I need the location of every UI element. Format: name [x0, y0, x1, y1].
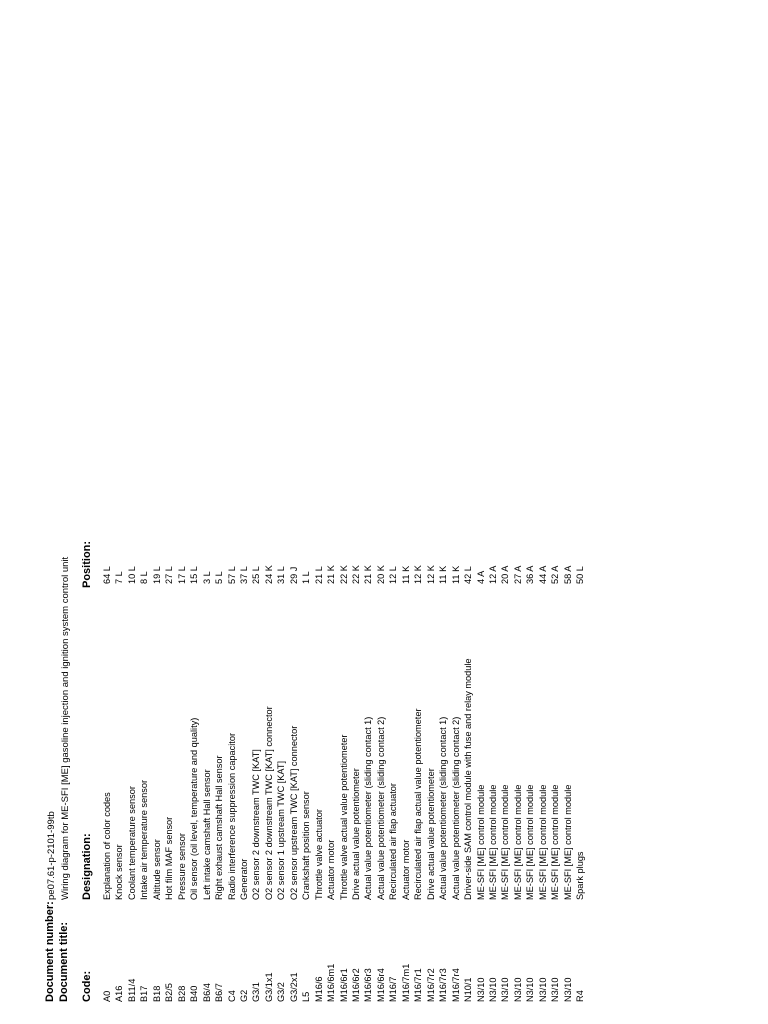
table-row — [214, 424, 226, 1024]
code-cell: N3/10 — [550, 977, 561, 1002]
table-row — [152, 424, 164, 1024]
position-cell: 22 K — [338, 565, 349, 584]
designation-cell: O2 sensor upstream TWC [KAT] connector — [288, 725, 299, 900]
table-row — [289, 424, 301, 1024]
position-cell: 11 K — [400, 565, 411, 584]
code-cell: G2 — [238, 989, 249, 1002]
table-row — [438, 424, 450, 1024]
designation-cell: O2 sensor 2 downstream TWC [KAT] — [251, 749, 262, 900]
table-row — [227, 424, 239, 1024]
table-row — [413, 424, 425, 1024]
position-cell: 31 L — [276, 566, 287, 584]
code-cell: R4 — [575, 990, 586, 1002]
code-cell: N10/1 — [463, 977, 474, 1002]
code-cell: B6/4 — [201, 983, 212, 1002]
code-cell: M16/6m1 — [326, 963, 337, 1002]
position-cell: 17 L — [176, 566, 187, 584]
position-cell: 21 K — [326, 565, 337, 584]
table-row — [189, 424, 201, 1024]
designation-cell: O2 sensor 1 upstream TWC [KAT] — [276, 760, 287, 900]
designation-cell: Actual value potentiometer (sliding contact 1) — [363, 716, 374, 900]
position-cell: 20 A — [500, 565, 511, 584]
position-cell: 27 A — [512, 565, 523, 584]
document-title-label: Document title: — [58, 921, 70, 1002]
code-cell: A0 — [102, 990, 112, 1002]
designation-cell: Oil sensor (oil level, temperature and quality) — [189, 717, 200, 900]
designation-cell: Spark plugs — [575, 851, 586, 900]
position-cell: 8 L — [139, 571, 150, 584]
code-cell: M16/7m1 — [400, 963, 411, 1002]
position-cell: 7 L — [114, 571, 125, 584]
designation-cell: O2 sensor 2 downstream TWC [KAT] connector — [263, 706, 274, 900]
designation-cell: Actual value potentiometer (sliding contact 2) — [375, 716, 386, 900]
designation-cell: Left intake camshaft Hall sensor — [201, 769, 212, 900]
code-cell: G3/2x1 — [288, 972, 299, 1002]
document-number-value: pe07.61-p-2101-99tb — [46, 811, 57, 900]
designation-cell: Throttle valve actuator — [313, 809, 324, 900]
designation-cell: Driver-side SAM control module with fuse and relay module — [463, 658, 474, 900]
code-cell: N3/10 — [525, 977, 536, 1002]
position-cell: 5 L — [214, 571, 225, 584]
designation-cell: Altitude sensor — [151, 839, 162, 900]
position-cell: 11 K — [438, 565, 449, 584]
table-row — [139, 424, 151, 1024]
designation-cell: ME-SFI [ME] control module — [537, 784, 548, 900]
designation-cell: ME-SFI [ME] control module — [550, 784, 561, 900]
designation-cell: Recirculated air flap actuator — [388, 783, 399, 900]
designation-cell: Recirculated air flap actual value potentiometer — [413, 708, 424, 900]
table-row — [376, 424, 388, 1024]
position-cell: 10 L — [126, 566, 137, 584]
table-row — [476, 424, 488, 1024]
code-cell: M16/7r4 — [450, 968, 461, 1002]
table-row — [314, 424, 326, 1024]
designation-cell: Radio interference suppression capacitor — [226, 733, 237, 900]
table-row — [339, 424, 351, 1024]
position-cell: 44 A — [537, 565, 548, 584]
designation-cell: Pressure sensor — [176, 833, 187, 900]
position-cell: 12 L — [388, 566, 399, 584]
position-cell: 19 L — [151, 566, 162, 584]
code-cell: B17 — [139, 985, 150, 1002]
position-cell: 12 K — [413, 565, 424, 584]
code-cell: G3/2 — [276, 982, 287, 1002]
designation-cell: ME-SFI [ME] control module — [525, 784, 536, 900]
table-row — [525, 424, 537, 1024]
code-cell: M16/6r2 — [351, 968, 361, 1002]
document-page — [0, 424, 768, 1024]
position-cell: 4 A — [475, 570, 486, 584]
table-row — [488, 424, 500, 1024]
table-row — [127, 424, 139, 1024]
position-cell: 64 L — [102, 566, 112, 584]
designation-cell: Crankshaft position sensor — [301, 791, 312, 900]
code-cell: M16/7 — [388, 976, 399, 1002]
designation-cell: Hot film MAF sensor — [164, 816, 175, 900]
designation-cell: ME-SFI [ME] control module — [500, 784, 511, 900]
position-cell: 21 K — [363, 565, 374, 584]
table-row — [451, 424, 463, 1024]
designation-cell: Actual value potentiometer (sliding contact 2) — [450, 716, 461, 900]
table-row — [326, 424, 338, 1024]
table-row — [251, 424, 263, 1024]
code-cell: A16 — [114, 985, 125, 1002]
designation-cell: Actuator motor — [400, 839, 411, 900]
table-row — [276, 424, 288, 1024]
position-cell: 52 A — [550, 565, 561, 584]
designation-cell: Intake air temperature sensor — [139, 779, 150, 900]
position-cell: 25 L — [251, 566, 262, 584]
table-row — [114, 424, 126, 1024]
position-cell: 3 L — [201, 571, 212, 584]
designation-cell: Coolant temperature sensor — [126, 786, 137, 900]
position-cell: 15 L — [189, 566, 200, 584]
code-cell: M16/7r3 — [438, 968, 449, 1002]
table-row — [301, 424, 313, 1024]
position-column-header: Position: — [81, 540, 93, 588]
designation-cell: Throttle valve actual value potentiometer — [338, 734, 349, 900]
designation-cell: Explanation of color codes — [102, 792, 112, 900]
position-cell: 12 K — [425, 565, 436, 584]
position-cell: 42 L — [463, 566, 474, 584]
code-cell: M16/6 — [313, 976, 324, 1002]
code-cell: M16/6r4 — [375, 968, 386, 1002]
designation-cell: Actuator motor — [326, 839, 337, 900]
position-cell: 11 K — [450, 565, 461, 584]
table-row — [388, 424, 400, 1024]
code-cell: B40 — [189, 985, 200, 1002]
position-cell: 20 K — [375, 565, 386, 584]
table-row — [401, 424, 413, 1024]
table-row — [550, 424, 562, 1024]
designation-cell: Drive actual value potentiometer — [351, 768, 361, 900]
code-cell: M16/6r1 — [338, 968, 349, 1002]
code-cell: B2/5 — [164, 983, 175, 1002]
code-cell: M16/7r2 — [425, 968, 436, 1002]
code-cell: M16/6r3 — [363, 968, 374, 1002]
code-cell: G3/1 — [251, 982, 262, 1002]
code-cell: L5 — [301, 991, 312, 1002]
code-cell: M16/7r1 — [413, 968, 424, 1002]
table-row — [351, 424, 363, 1024]
designation-cell: Actual value potentiometer (sliding contact 1) — [438, 716, 449, 900]
table-row — [177, 424, 189, 1024]
designation-cell: Generator — [238, 858, 249, 900]
code-cell: B11/4 — [126, 978, 137, 1002]
designation-cell: Right exhaust camshaft Hall sensor — [214, 755, 225, 900]
position-cell: 36 A — [525, 565, 536, 584]
table-row — [363, 424, 375, 1024]
code-cell: N3/10 — [475, 977, 486, 1002]
code-cell: B6/7 — [214, 983, 225, 1002]
table-row — [164, 424, 176, 1024]
code-cell: N3/10 — [562, 977, 573, 1002]
position-cell: 21 L — [313, 566, 324, 584]
code-cell: B18 — [151, 985, 162, 1002]
document-title-value: Wiring diagram for ME-SFI [ME] gasoline injection and ignition system control unit — [60, 556, 71, 900]
table-row — [513, 424, 525, 1024]
position-cell: 22 K — [351, 565, 361, 584]
designation-cell: Drive actual value potentiometer — [425, 768, 436, 900]
position-cell: 37 L — [238, 566, 249, 584]
designation-cell: ME-SFI [ME] control module — [487, 784, 498, 900]
table-row — [563, 424, 575, 1024]
code-cell: G3/1x1 — [263, 972, 274, 1002]
position-cell: 24 K — [263, 565, 274, 584]
table-row — [202, 424, 214, 1024]
code-column-header: Code: — [81, 970, 93, 1002]
table-row — [500, 424, 512, 1024]
code-cell: N3/10 — [487, 977, 498, 1002]
position-cell: 29 J — [288, 566, 299, 584]
designation-column-header: Designation: — [81, 833, 93, 900]
designation-cell: ME-SFI [ME] control module — [512, 784, 523, 900]
table-row — [264, 424, 276, 1024]
code-cell: N3/10 — [512, 977, 523, 1002]
document-number-label: Document number: — [44, 901, 56, 1002]
position-cell: 12 A — [487, 565, 498, 584]
table-row — [239, 424, 251, 1024]
code-cell: N3/10 — [500, 977, 511, 1002]
table-row — [575, 424, 587, 1024]
table-row — [463, 424, 475, 1024]
table-row — [426, 424, 438, 1024]
position-cell: 50 L — [575, 566, 586, 584]
code-cell: C4 — [226, 990, 237, 1002]
code-cell: N3/10 — [537, 977, 548, 1002]
position-cell: 27 L — [164, 566, 175, 584]
table-row — [102, 424, 114, 1024]
designation-cell: Knock sensor — [114, 844, 125, 900]
designation-cell: ME-SFI [ME] control module — [562, 784, 573, 900]
position-cell: 58 A — [562, 565, 573, 584]
table-row — [538, 424, 550, 1024]
designation-cell: ME-SFI [ME] control module — [475, 784, 486, 900]
code-cell: B28 — [176, 985, 187, 1002]
position-cell: 1 L — [301, 571, 312, 584]
position-cell: 57 L — [226, 566, 237, 584]
